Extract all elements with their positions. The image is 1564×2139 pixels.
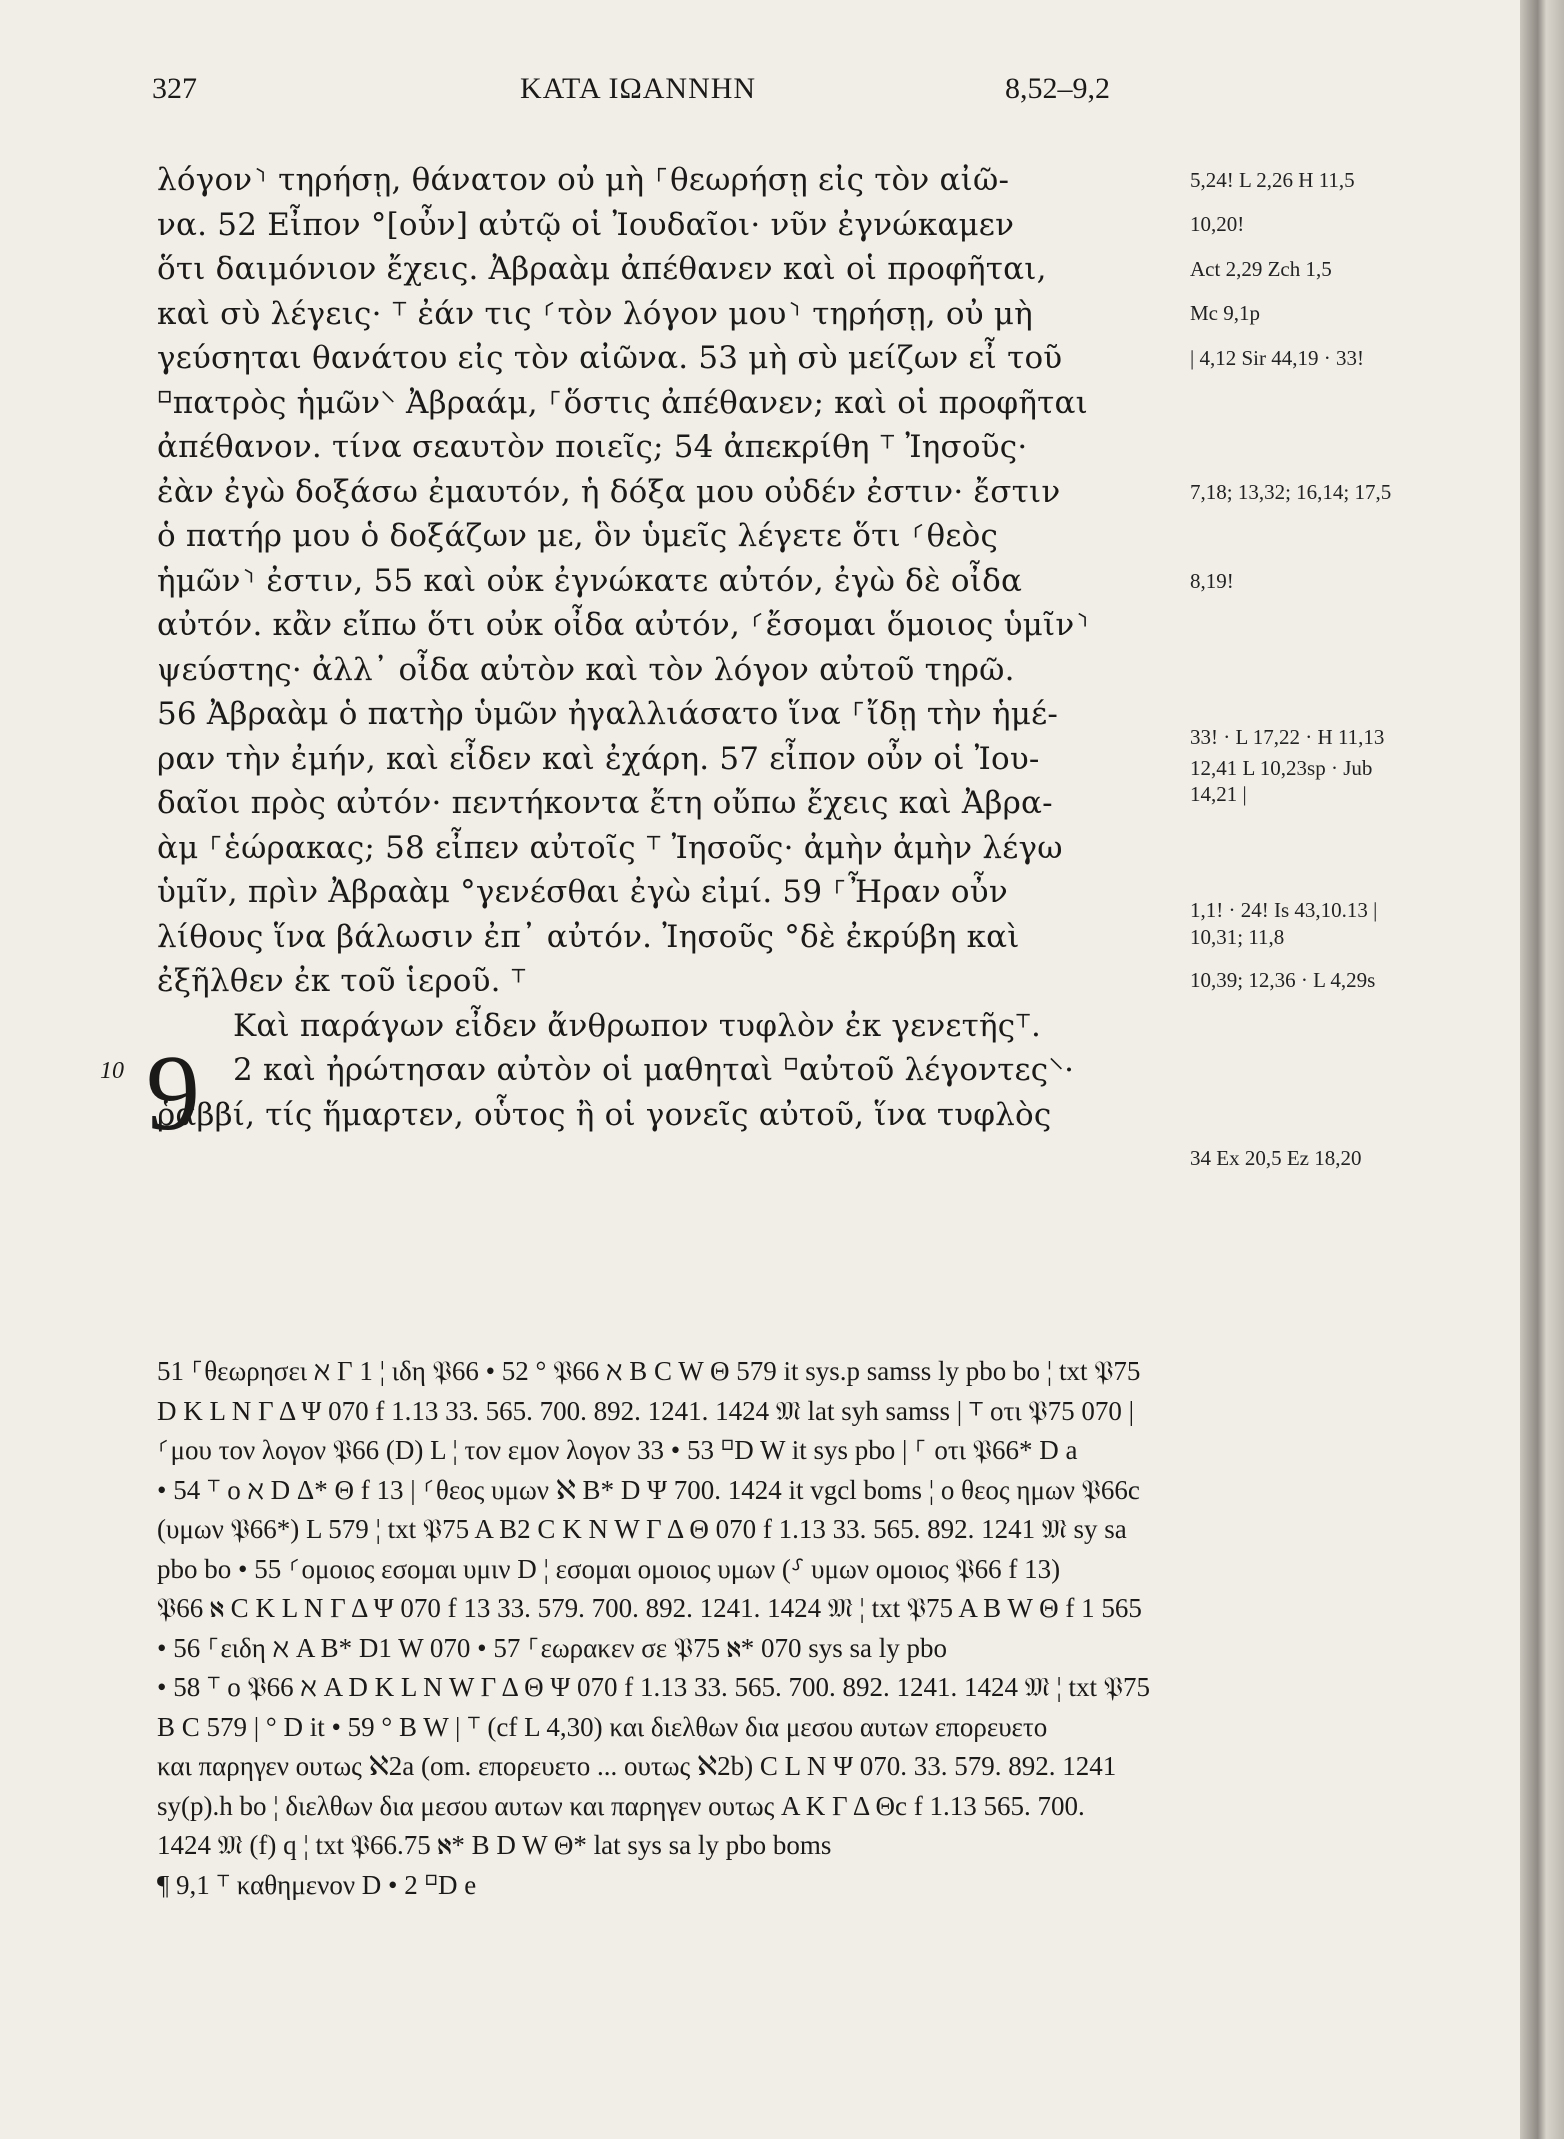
text-line: ἡμῶν⸃ ἐστιν, 55 καὶ οὐκ ἐγνώκατε αὐτόν, ἐγὼ δὲ οἶδα xyxy=(157,562,1023,599)
text-line: ἐξῆλθεν ἐκ τοῦ ἱεροῦ. ⸆ xyxy=(157,963,527,999)
cross-reference: 5,24! L 2,26 H 11,5 xyxy=(1190,168,1355,192)
text-line: ἐὰν ἐγὼ δοξάσω ἐμαυτόν, ἡ δόξα μου οὐδέν ἐστιν· ἔστιν xyxy=(157,473,1061,510)
text-line: καὶ σὺ λέγεις· ⸆ ἐάν τις ⸂τὸν λόγον μου⸃ τηρήσῃ, οὐ μὴ xyxy=(157,295,1033,332)
apparatus-line: 1424 𝔐 (f) q ¦ txt 𝔓66.75 ℵ* B D W Θ* lat sys sa ly pbo boms xyxy=(157,1830,832,1860)
chapter-verse-range: 8,52–9,2 xyxy=(1005,72,1110,105)
text-line: 56 Ἀβραὰμ ὁ πατὴρ ὑμῶν ἠγαλλιάσατο ἵνα ⸀ἴδῃ τὴν ἡμέ- xyxy=(157,696,1059,732)
apparatus-line: pbo bo • 55 ⸂ομοιος εσομαι υμιν D ¦ εσομαι ομοιος υμων (⸉ υμων ομοιος 𝔓66 f 13) xyxy=(157,1553,1061,1584)
apparatus-line: και παρηγεν ουτως ℵ2a (om. επορευετο ... ουτως ℵ2b) C L N Ψ 070. 33. 579. 892. 1241 xyxy=(157,1751,1117,1781)
text-line: γεύσηται θανάτου εἰς τὸν αἰῶνα. 53 μὴ σὺ μείζων εἶ τοῦ xyxy=(157,340,1063,376)
cross-reference: 1,1! · 24! Is 43,10.13 | xyxy=(1190,898,1378,922)
text-line: ψεύστης· ἀλλ᾽ οἶδα αὐτὸν καὶ τὸν λόγον αὐτοῦ τηρῶ. xyxy=(157,651,1015,688)
book-title: ΚΑΤΑ ΙΩΑΝΝΗΝ xyxy=(520,72,757,105)
text-line: ὑμῖν, πρὶν Ἀβραὰμ °γενέσθαι ἐγὼ εἰμί. 59 ⸀Ἦραν οὖν xyxy=(157,874,1008,910)
cross-reference: 12,41 L 10,23sp · Jub xyxy=(1190,756,1373,780)
main-text xyxy=(157,158,1157,1137)
chapter-text-line: Καὶ παράγων εἶδεν ἄνθρωπον τυφλὸν ἐκ γενετῆς⸆. xyxy=(233,1007,1042,1044)
apparatus-line: sy(p).h bo ¦ διελθων δια μεσου αυτων και παρηγεν ουτως A K Γ Δ Θc f 1.13 565. 700. xyxy=(157,1790,1085,1821)
text-line: ⸋πατρὸς ἡμῶν⸌ Ἀβραάμ, ⸀ὅστις ἀπέθανεν; καὶ οἱ προφῆται xyxy=(157,384,1088,421)
text-line: αὐτόν. κἂν εἴπω ὅτι οὐκ οἶδα αὐτόν, ⸂ἔσομαι ὅμοιος ὑμῖν⸃ xyxy=(157,607,1091,643)
chapter-text-line: ῥαββί, τίς ἥμαρτεν, οὗτος ἢ οἱ γονεῖς αὐτοῦ, ἵνα τυφλὸς xyxy=(157,1096,1052,1133)
chapter-number: 9 xyxy=(146,1034,200,1153)
critical-apparatus xyxy=(157,1352,1407,1905)
cross-reference: 10,20! xyxy=(1190,212,1245,236)
page-number: 327 xyxy=(152,72,197,105)
cross-reference: 7,18; 13,32; 16,14; 17,5 xyxy=(1190,480,1392,504)
apparatus-line: 𝔓66 ℵ C K L N Γ Δ Ψ 070 f 13 33. 579. 700. 892. 1241. 1424 𝔐 ¦ txt 𝔓75 A B W Θ f 1 565 xyxy=(157,1593,1142,1623)
text-line: να. 52 Εἶπον °[οὖν] αὐτῷ οἱ Ἰουδαῖοι· νῦν ἐγνώκαμεν xyxy=(157,206,1015,243)
text-line: ὅτι δαιμόνιον ἔχεις. Ἀβραὰμ ἀπέθανεν καὶ οἱ προφῆται, xyxy=(157,251,1047,287)
apparatus-line: ⸂μου τον λογον 𝔓66 (D) L ¦ τον εμον λογον 33 • 53 ⸋D W it sys pbo | ⸀ οτι 𝔓66* D a xyxy=(157,1435,1078,1465)
text-line: ἀπέθανον. τίνα σεαυτὸν ποιεῖς; 54 ἀπεκρίθη ⸆ Ἰησοῦς· xyxy=(157,429,1028,465)
cross-reference: 8,19! xyxy=(1190,569,1234,593)
book-gutter xyxy=(1520,0,1564,2139)
text-line: λίθους ἵνα βάλωσιν ἐπ᾽ αὐτόν. Ἰησοῦς °δὲ ἐκρύβη καὶ xyxy=(157,918,1020,955)
running-head xyxy=(150,72,1170,112)
cross-reference: 10,31; 11,8 xyxy=(1190,925,1285,949)
cross-reference: Act 2,29 Zch 1,5 xyxy=(1190,257,1332,281)
cross-reference: Mc 9,1p xyxy=(1190,301,1260,325)
apparatus-line: ¶ 9,1 ⸆ καθημενον D • 2 ⸋D e xyxy=(157,1869,477,1900)
cross-reference: 10,39; 12,36 · L 4,29s xyxy=(1190,968,1376,992)
cross-reference: 14,21 | xyxy=(1190,782,1247,806)
apparatus-line: • 54 ⸆ ο ℵ D Δ* Θ f 13 | ⸂θεος υμων ℵ B* D Ψ 700. 1424 it vgcl boms ¦ ο θεος ημων 𝔓66c xyxy=(157,1474,1140,1505)
margin-line-number: 10 xyxy=(100,1058,124,1084)
cross-reference: 33! · L 17,22 · H 11,13 xyxy=(1190,725,1385,749)
text-line: λόγον⸃ τηρήσῃ, θάνατον οὐ μὴ ⸀θεωρήσῃ εἰς τὸν αἰῶ- xyxy=(157,162,1010,198)
text-line: ραν τὴν ἐμήν, καὶ εἶδεν καὶ ἐχάρη. 57 εἶπον οὖν οἱ Ἰου- xyxy=(157,740,1040,777)
apparatus-line: B C 579 | ° D it • 59 ° B W | ⸆ (cf L 4,30) και διελθων δια μεσου αυτων επορευετο xyxy=(157,1711,1048,1742)
text-line: δαῖοι πρὸς αὐτόν· πεντήκοντα ἔτη οὔπω ἔχεις καὶ Ἀβρα- xyxy=(157,785,1053,821)
chapter-text-line: 2 καὶ ἠρώτησαν αὐτὸν οἱ μαθηταὶ ⸋αὐτοῦ λέγοντες⸌· xyxy=(233,1052,1075,1088)
apparatus-line: • 56 ⸀ειδη ℵ A B* D1 W 070 • 57 ⸀εωρακεν σε 𝔓75 ℵ* 070 sys sa ly pbo xyxy=(157,1632,948,1663)
apparatus-line: 51 ⸀θεωρησει ℵ Γ 1 ¦ ιδη 𝔓66 • 52 ° 𝔓66 ℵ B C W Θ 579 it sys.p samss ly pbo bo ¦ txt 𝔓75 xyxy=(157,1356,1141,1386)
cross-reference: | 4,12 Sir 44,19 · 33! xyxy=(1190,346,1364,370)
cross-reference: 34 Ex 20,5 Ez 18,20 xyxy=(1190,1146,1362,1170)
apparatus-line: D K L N Γ Δ Ψ 070 f 1.13 33. 565. 700. 892. 1241. 1424 𝔐 lat syh samss | ⸆ οτι 𝔓75 070 | xyxy=(157,1395,1135,1426)
text-line: ὁ πατήρ μου ὁ δοξάζων με, ὃν ὑμεῖς λέγετε ὅτι ⸂θεὸς xyxy=(157,518,999,554)
apparatus-line: (υμων 𝔓66*) L 579 ¦ txt 𝔓75 A B2 C K N W Γ Δ Θ 070 f 1.13 33. 565. 892. 1241 𝔐 sy sa xyxy=(157,1514,1127,1544)
text-line: ὰμ ⸀ἑώρακας; 58 εἶπεν αὐτοῖς ⸆ Ἰησοῦς· ἀμὴν ἀμὴν λέγω xyxy=(157,829,1063,866)
apparatus-line: • 58 ⸆ ο 𝔓66 ℵ A D K L N W Γ Δ Θ Ψ 070 f 1.13 33. 565. 700. 892. 1241. 1424 𝔐 ¦ txt 𝔓75 xyxy=(157,1672,1150,1702)
